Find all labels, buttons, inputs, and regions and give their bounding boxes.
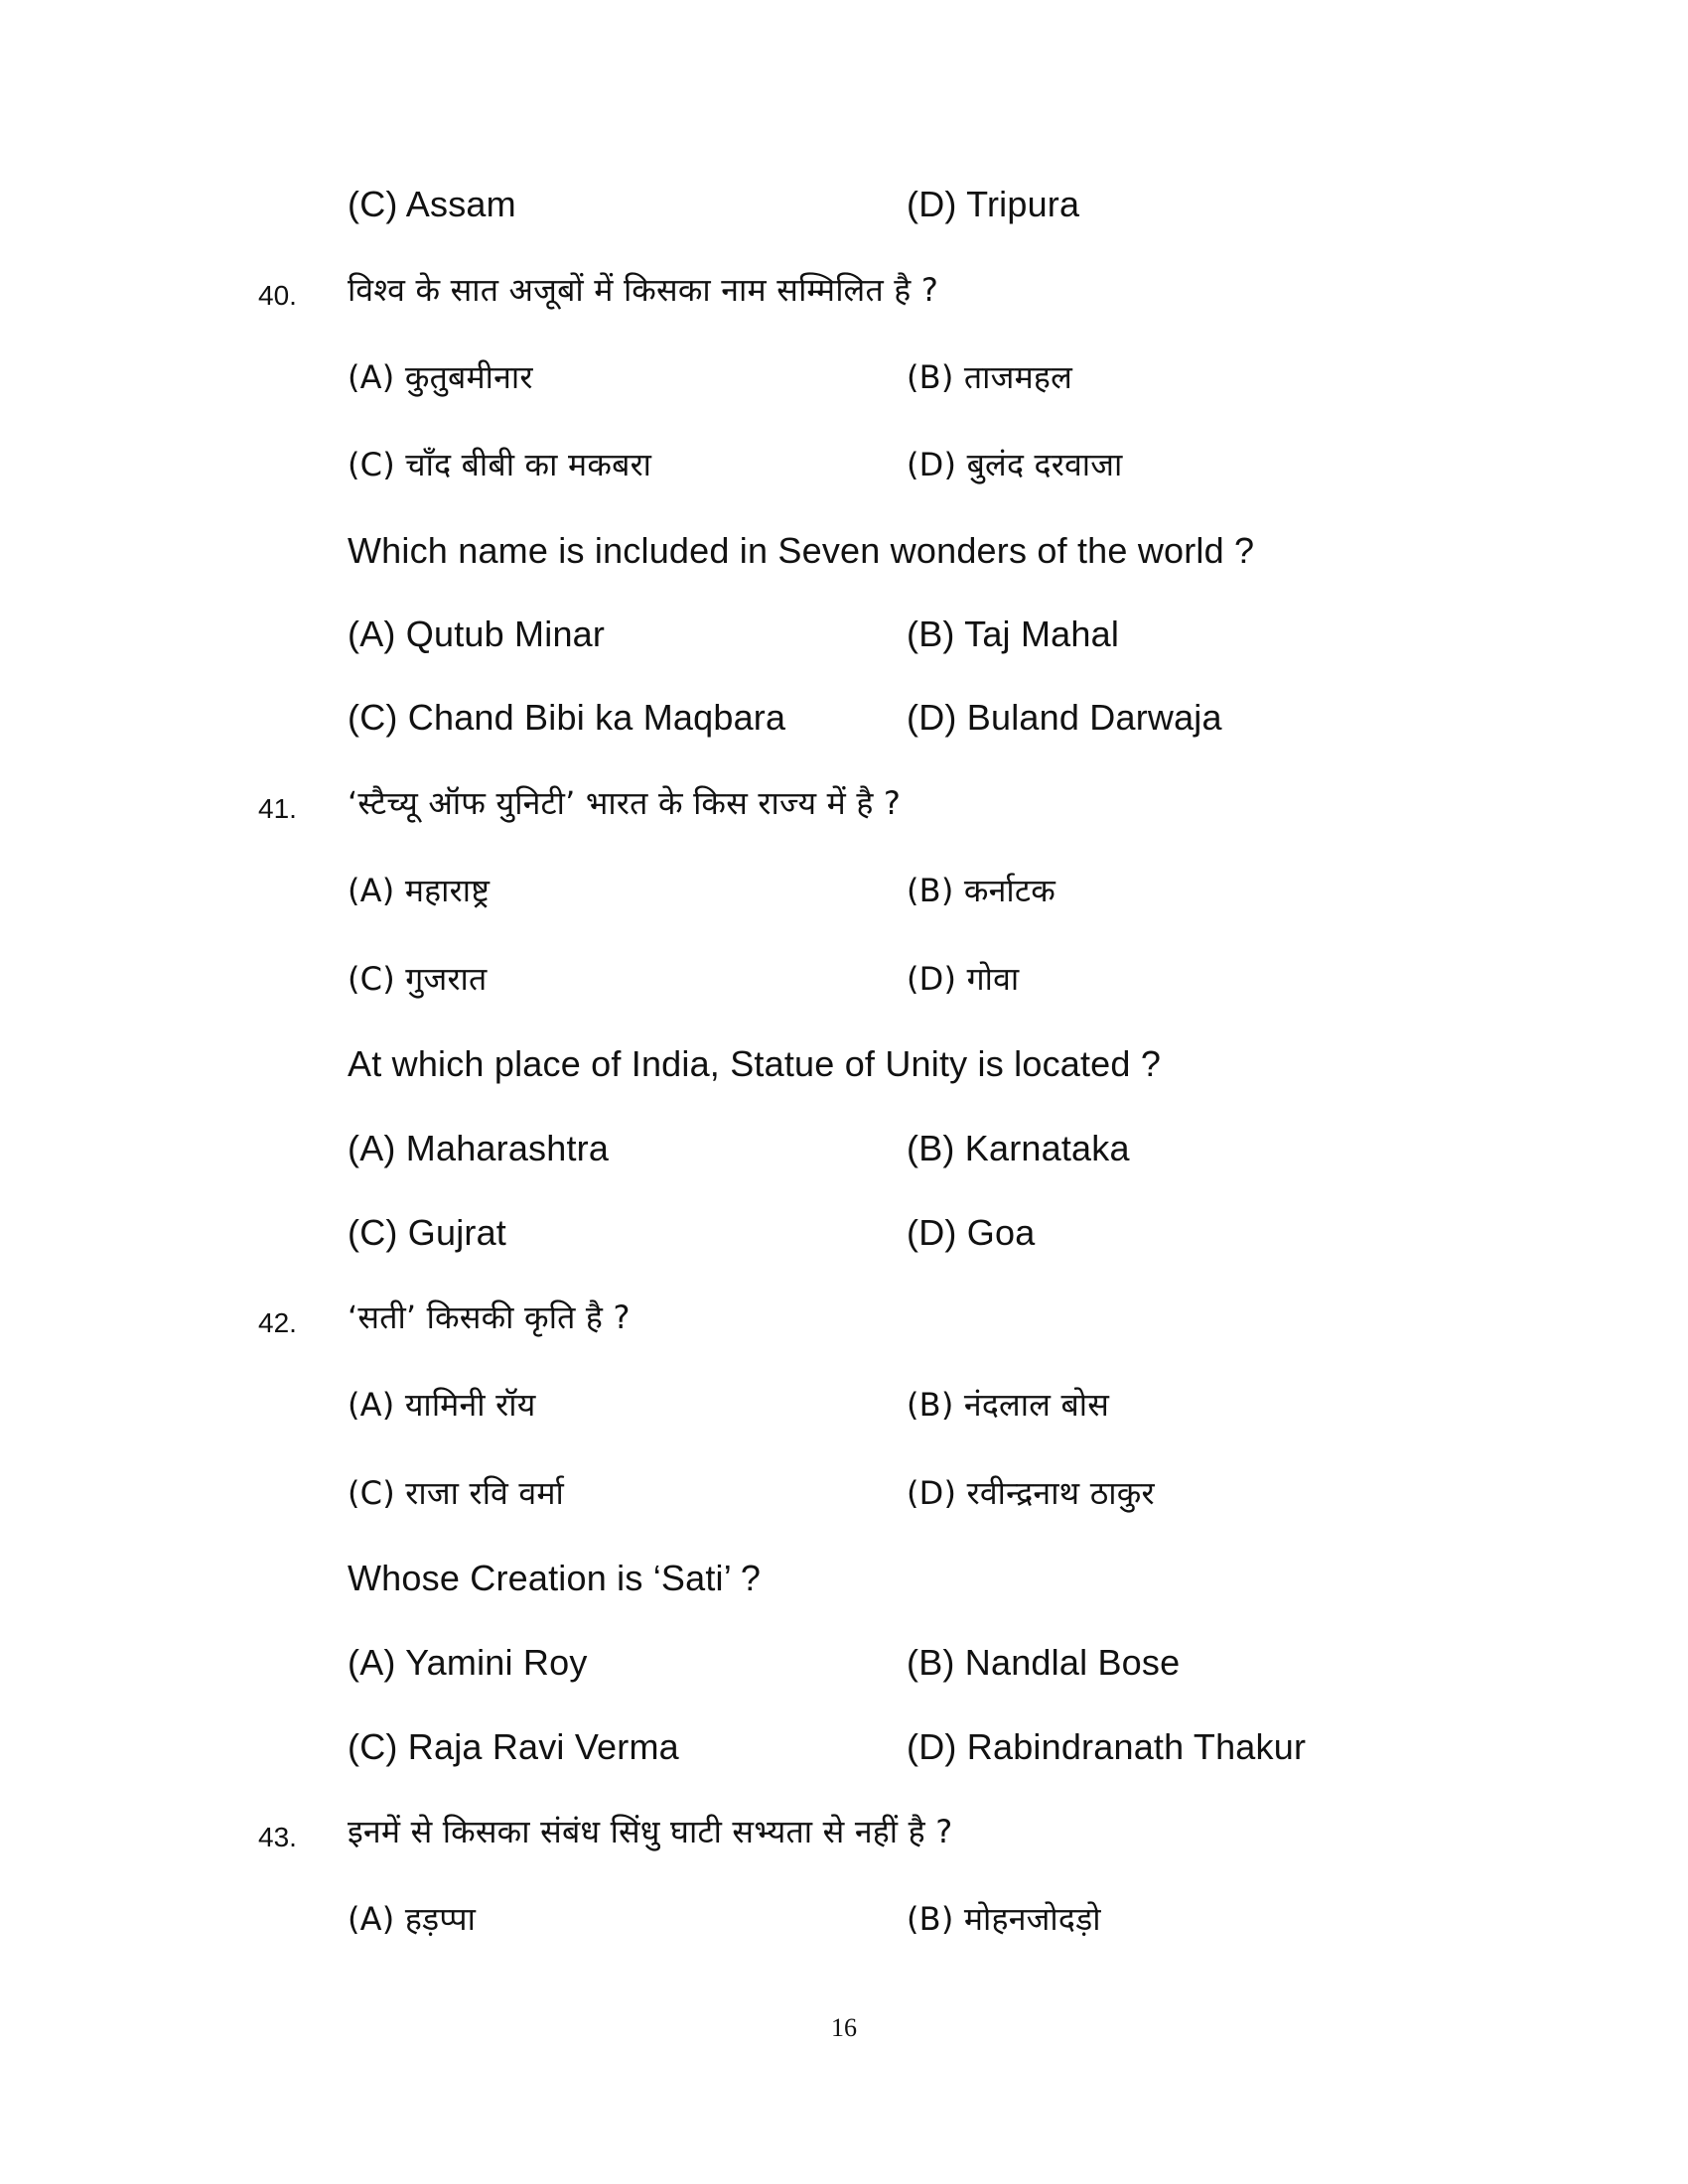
question-number-42: 42. (258, 1307, 297, 1338)
q43-hindi-question: इनमें से किसका संबंध सिंधु घाटी सभ्यता से नहीं है ? (348, 1813, 953, 1850)
q41-english-option-a: (A) Maharashtra (348, 1128, 610, 1168)
page-number: 16 (831, 2013, 857, 2042)
question-number-40: 40. (258, 280, 297, 311)
q40-hindi-option-b: (B) ताजमहल (907, 358, 1072, 396)
q41-english-option-b: (B) Karnataka (907, 1128, 1130, 1168)
q40-english-option-a: (A) Qutub Minar (348, 614, 606, 654)
q41-hindi-option-a: (A) महाराष्ट्र (348, 872, 491, 909)
prev-question-option-d: (D) Tripura (907, 184, 1080, 224)
q40-english-question: Which name is included in Seven wonders of the world ? (348, 530, 1255, 571)
q42-hindi-option-b: (B) नंदलाल बोस (907, 1386, 1110, 1424)
q42-english-option-a: (A) Yamini Roy (348, 1642, 588, 1683)
q41-english-option-c: (C) Gujrat (348, 1212, 507, 1253)
q42-hindi-option-a: (A) यामिनी रॉय (348, 1386, 536, 1424)
q40-hindi-question: विश्व के सात अजूबों में किसका नाम सम्मिलित है ? (348, 271, 939, 309)
q41-english-option-d: (D) Goa (907, 1212, 1036, 1253)
q41-english-question: At which place of India, Statue of Unity is located ? (348, 1043, 1162, 1084)
q40-hindi-option-c: (C) चाँद बीबी का मकबरा (348, 446, 652, 483)
q40-hindi-option-d: (D) बुलंद दरवाजा (907, 446, 1123, 483)
question-number-41: 41. (258, 793, 297, 824)
q42-hindi-option-c: (C) राजा रवि वर्मा (348, 1474, 565, 1512)
q41-hindi-option-b: (B) कर्नाटक (907, 872, 1056, 909)
q42-english-question: Whose Creation is ‘Sati’ ? (348, 1558, 762, 1598)
prev-question-option-c: (C) Assam (348, 184, 516, 224)
q43-hindi-option-b: (B) मोहनजोदड़ो (907, 1900, 1101, 1938)
q42-hindi-question: ‘सती’ किसकी कृति है ? (348, 1298, 631, 1336)
q40-english-option-d: (D) Buland Darwaja (907, 697, 1222, 738)
q40-hindi-option-a: (A) कुतुबमीनार (348, 358, 533, 396)
q41-hindi-option-d: (D) गोवा (907, 960, 1020, 998)
question-number-43: 43. (258, 1822, 297, 1852)
q42-english-option-b: (B) Nandlal Bose (907, 1642, 1181, 1683)
q40-english-option-c: (C) Chand Bibi ka Maqbara (348, 697, 786, 738)
q42-english-option-d: (D) Rabindranath Thakur (907, 1726, 1307, 1767)
q43-hindi-option-a: (A) हड़प्पा (348, 1900, 477, 1938)
q42-english-option-c: (C) Raja Ravi Verma (348, 1726, 679, 1767)
q41-hindi-question: ‘स्टैच्यू ऑफ युनिटी’ भारत के किस राज्य में है ? (348, 784, 902, 822)
q41-hindi-option-c: (C) गुजरात (348, 960, 488, 998)
q42-hindi-option-d: (D) रवीन्द्रनाथ ठाकुर (907, 1474, 1155, 1512)
q40-english-option-b: (B) Taj Mahal (907, 614, 1120, 654)
